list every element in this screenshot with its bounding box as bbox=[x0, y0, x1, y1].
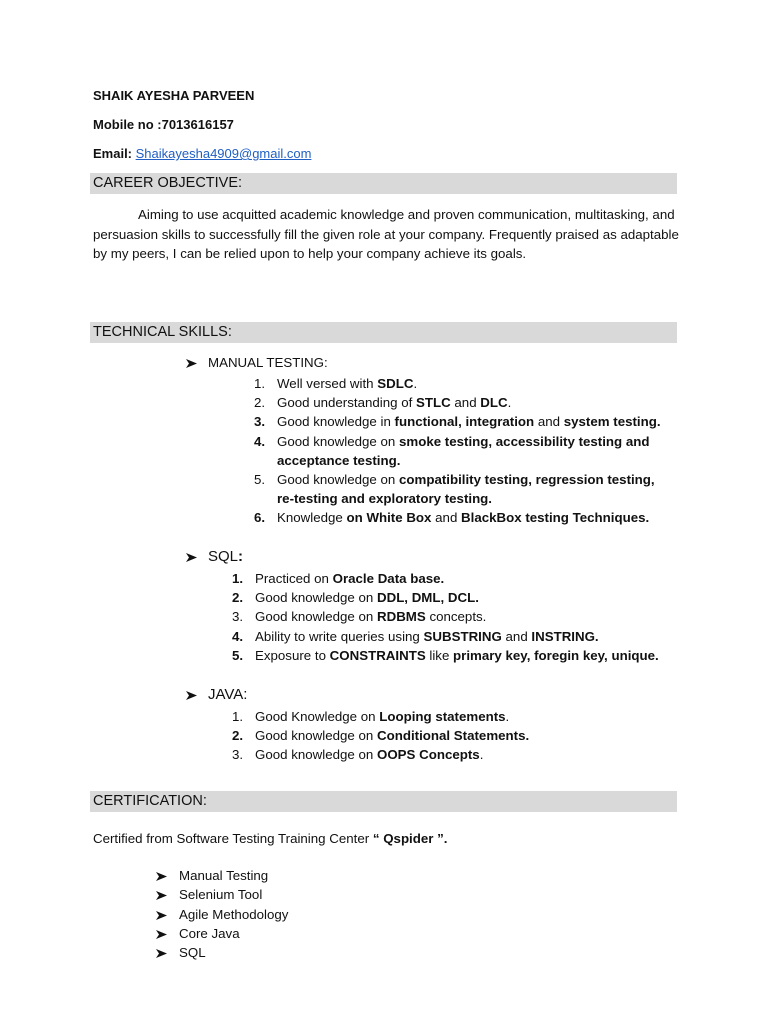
certification-center-name: “ Qspider ”. bbox=[372, 831, 448, 846]
email-link[interactable]: Shaikayesha4909@gmail.com bbox=[135, 146, 312, 161]
list-item bbox=[254, 451, 684, 470]
list-item-text bbox=[277, 508, 649, 527]
bold-text: on White Box bbox=[346, 510, 432, 526]
email-label: Email: bbox=[93, 146, 133, 161]
list-item bbox=[254, 393, 684, 412]
bold-text: compatibility testing, regression testing, bbox=[398, 471, 655, 487]
plain-text: . bbox=[413, 376, 418, 391]
list-item-number: 4. bbox=[232, 628, 244, 644]
plain-text: Good knowledge on bbox=[255, 609, 377, 625]
plain-text: Good understanding of bbox=[277, 395, 416, 411]
list-item-text bbox=[277, 489, 492, 508]
arrow-bullet-icon bbox=[156, 872, 167, 881]
plain-text: concepts. bbox=[425, 609, 487, 625]
bold-text: primary key, foregin key, unique. bbox=[453, 647, 659, 663]
list-item-number: 3. bbox=[232, 747, 244, 763]
list-item-text bbox=[255, 607, 486, 626]
bold-text: SDLC bbox=[377, 376, 414, 391]
bold-text: Oracle Data base. bbox=[332, 571, 445, 586]
manual-testing-label: MANUAL TESTING: bbox=[208, 355, 328, 370]
plain-text: Good knowledge on bbox=[255, 728, 377, 744]
bold-text: OOPS Concepts bbox=[376, 747, 480, 763]
list-item-number: 2. bbox=[232, 728, 244, 744]
list-item bbox=[254, 412, 684, 431]
list-item bbox=[232, 569, 682, 588]
list-item bbox=[232, 707, 682, 726]
certification-item-label: Selenium Tool bbox=[179, 887, 263, 903]
sql-label: SQL bbox=[208, 548, 239, 565]
list-item bbox=[232, 607, 682, 626]
plain-text: Good knowledge on bbox=[255, 747, 377, 763]
plain-text: . bbox=[479, 747, 484, 763]
list-item bbox=[254, 508, 684, 527]
list-item-number: 1. bbox=[232, 571, 244, 586]
career-objective-text bbox=[93, 205, 683, 264]
plain-text: and bbox=[534, 414, 564, 430]
bold-text: RDBMS bbox=[376, 609, 426, 625]
plain-text: Well versed with bbox=[277, 376, 378, 391]
bold-text: Conditional Statements. bbox=[376, 728, 530, 744]
list-item-text bbox=[255, 646, 659, 665]
plain-text: and bbox=[501, 628, 532, 644]
bold-text: Looping statements bbox=[379, 709, 506, 724]
list-item-text bbox=[277, 393, 511, 412]
list-item-text bbox=[277, 451, 400, 470]
certification-item bbox=[156, 943, 288, 962]
plain-text: Exposure to bbox=[255, 647, 330, 663]
bold-text: functional, integration bbox=[394, 414, 535, 430]
arrow-bullet-icon bbox=[186, 359, 197, 368]
list-item bbox=[232, 588, 682, 607]
list-item bbox=[232, 726, 682, 745]
list-item-number: 3. bbox=[232, 609, 244, 625]
list-item-text bbox=[255, 588, 479, 607]
plain-text: Good knowledge in bbox=[277, 414, 395, 430]
sql-subheading bbox=[186, 548, 243, 565]
certification-item-label: Core Java bbox=[179, 925, 240, 941]
list-item bbox=[254, 432, 684, 451]
list-item-text bbox=[255, 707, 509, 726]
bold-text: re-testing and exploratory testing. bbox=[277, 491, 493, 507]
java-list bbox=[232, 707, 682, 765]
certification-item-label: SQL bbox=[179, 945, 206, 961]
plain-text: Ability to write queries using bbox=[255, 628, 424, 644]
bold-text: DDL, DML, DCL. bbox=[376, 590, 479, 606]
mobile-number: Mobile no :7013616157 bbox=[93, 117, 234, 132]
bold-text: smoke testing, accessibility testing and bbox=[398, 433, 650, 449]
plain-text: like bbox=[425, 647, 454, 663]
list-item-text bbox=[277, 374, 417, 393]
certification-item bbox=[156, 924, 288, 943]
list-item bbox=[232, 745, 682, 764]
plain-text: and bbox=[450, 395, 481, 411]
bold-text: acceptance testing. bbox=[277, 452, 401, 468]
plain-text: . bbox=[505, 709, 510, 724]
manual-testing-subheading bbox=[186, 355, 328, 370]
list-item-number: 3. bbox=[254, 414, 266, 430]
objective-paragraph: Aiming to use acquitted academic knowledge and proven communication, multitasking, and persuasion skills to successfully fill the given role at your company. Frequently praised as adaptable by my peers, I can be relied upon to help your company achieve its goals. bbox=[93, 207, 679, 261]
certification-list bbox=[156, 866, 288, 962]
list-item-number: 2. bbox=[232, 590, 244, 606]
certification-intro-text: Certified from Software Testing Training Center bbox=[93, 831, 373, 846]
list-item-number: 6. bbox=[254, 510, 266, 526]
arrow-bullet-icon bbox=[186, 553, 197, 562]
list-item bbox=[254, 489, 684, 508]
list-item-text bbox=[255, 627, 599, 646]
plain-text: and bbox=[431, 510, 462, 526]
email-line bbox=[93, 146, 311, 161]
bold-text: DLC bbox=[480, 395, 508, 411]
bold-text: SUBSTRING bbox=[423, 628, 502, 644]
plain-text: Good Knowledge on bbox=[255, 709, 380, 724]
technical-skills-heading: TECHNICAL SKILLS: bbox=[90, 322, 677, 343]
manual-testing-list bbox=[254, 374, 684, 528]
list-item bbox=[254, 374, 684, 393]
certification-heading: CERTIFICATION: bbox=[90, 791, 677, 812]
certification-intro bbox=[93, 831, 448, 846]
certification-item-label: Manual Testing bbox=[179, 868, 269, 883]
certification-item bbox=[156, 905, 288, 924]
candidate-name: SHAIK AYESHA PARVEEN bbox=[93, 88, 255, 103]
bold-text: CONSTRAINTS bbox=[329, 647, 426, 663]
list-item-number: 1. bbox=[232, 709, 244, 724]
arrow-bullet-icon bbox=[186, 691, 197, 700]
bold-text: BlackBox testing Techniques. bbox=[461, 510, 650, 526]
bold-text: INSTRING. bbox=[531, 628, 599, 644]
sql-list bbox=[232, 569, 682, 665]
list-item-number: 1. bbox=[254, 376, 266, 391]
certification-item-label: Agile Methodology bbox=[179, 906, 289, 922]
arrow-bullet-icon bbox=[156, 891, 167, 900]
career-objective-heading: CAREER OBJECTIVE: bbox=[90, 173, 677, 194]
arrow-bullet-icon bbox=[156, 911, 167, 920]
arrow-bullet-icon bbox=[156, 930, 167, 939]
plain-text: . bbox=[507, 395, 512, 411]
list-item bbox=[232, 627, 682, 646]
plain-text: Knowledge bbox=[277, 510, 347, 526]
list-item-text bbox=[277, 470, 655, 489]
list-item-text bbox=[255, 726, 529, 745]
list-item-text bbox=[277, 432, 650, 451]
certification-item bbox=[156, 885, 288, 904]
bold-text: STLC bbox=[415, 395, 451, 411]
list-item-number: 5. bbox=[254, 471, 266, 487]
java-subheading bbox=[186, 686, 247, 703]
plain-text: Good knowledge on bbox=[277, 471, 399, 487]
arrow-bullet-icon bbox=[156, 949, 167, 958]
list-item-text bbox=[255, 569, 444, 588]
list-item-number: 4. bbox=[254, 433, 266, 449]
plain-text: Good knowledge on bbox=[277, 433, 399, 449]
bold-text: system testing. bbox=[563, 414, 661, 430]
list-item-text bbox=[255, 745, 483, 764]
certification-item bbox=[156, 866, 288, 885]
plain-text: Practiced on bbox=[255, 571, 333, 586]
java-label: JAVA: bbox=[208, 686, 248, 703]
sql-colon: : bbox=[238, 548, 244, 565]
list-item bbox=[232, 646, 682, 665]
list-item-text bbox=[277, 412, 661, 431]
list-item-number: 5. bbox=[232, 647, 244, 663]
plain-text: Good knowledge on bbox=[255, 590, 377, 606]
list-item-number: 2. bbox=[254, 395, 266, 411]
list-item bbox=[254, 470, 684, 489]
